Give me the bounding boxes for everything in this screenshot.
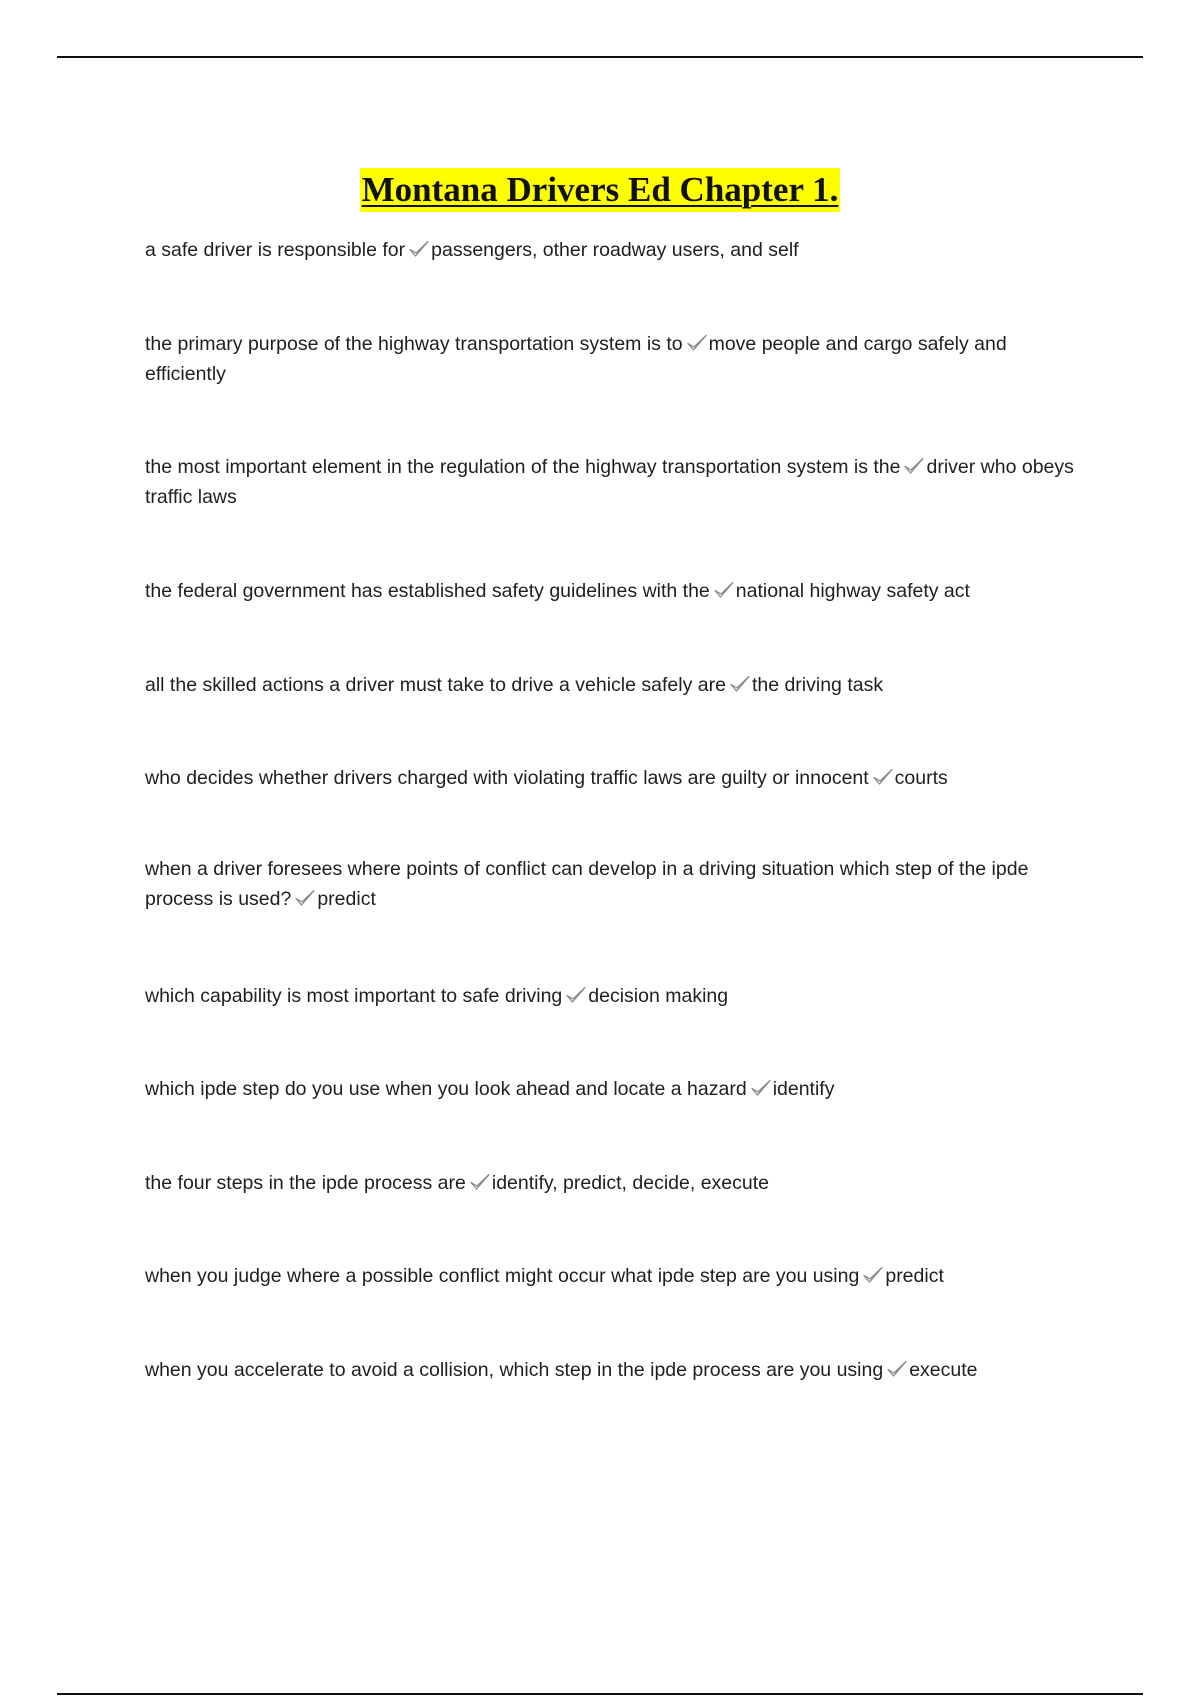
answer-text: identify bbox=[772, 1078, 835, 1100]
question-text: who decides whether drivers charged with violating traffic laws are guilty or innocent bbox=[145, 767, 869, 789]
check-mark-icon bbox=[903, 456, 925, 476]
question-text: when you judge where a possible conflict might occur what ipde step are you using bbox=[145, 1265, 860, 1287]
title-container bbox=[0, 168, 1200, 212]
qa-item-4 bbox=[145, 576, 1085, 606]
question-text: which capability is most important to safe driving bbox=[145, 985, 563, 1007]
check-mark-icon bbox=[750, 1078, 772, 1098]
qa-item-9 bbox=[145, 1074, 1085, 1104]
qa-item-5 bbox=[145, 670, 1085, 700]
check-mark-icon bbox=[469, 1172, 491, 1192]
answer-text: courts bbox=[894, 767, 948, 789]
page-title: Montana Drivers Ed Chapter 1. bbox=[360, 168, 841, 212]
answer-text: predict bbox=[317, 888, 376, 910]
answer-text: national highway safety act bbox=[735, 580, 970, 602]
question-text: when a driver foresees where points of conflict can develop in a driving situation which step of the ipde process is used? bbox=[145, 858, 1029, 910]
answer-text: predict bbox=[885, 1265, 944, 1287]
check-mark-icon bbox=[729, 674, 751, 694]
answer-text: execute bbox=[909, 1359, 978, 1381]
answer-text: driver who obeys traffic laws bbox=[145, 456, 1074, 508]
qa-item-12 bbox=[145, 1355, 1085, 1385]
check-mark-icon bbox=[686, 333, 708, 353]
check-mark-icon bbox=[408, 239, 430, 259]
qa-item-2 bbox=[145, 329, 1085, 389]
question-text: a safe driver is responsible for bbox=[145, 239, 406, 261]
check-mark-icon bbox=[862, 1265, 884, 1285]
answer-text: decision making bbox=[588, 985, 729, 1007]
question-text: which ipde step do you use when you look ahead and locate a hazard bbox=[145, 1078, 747, 1100]
qa-item-10 bbox=[145, 1168, 1085, 1198]
question-text: the primary purpose of the highway transportation system is to bbox=[145, 333, 683, 355]
question-text: all the skilled actions a driver must take to drive a vehicle safely are bbox=[145, 674, 726, 696]
question-text: the four steps in the ipde process are bbox=[145, 1172, 466, 1194]
question-text: the federal government has established safety guidelines with the bbox=[145, 580, 710, 602]
bottom-rule bbox=[57, 1693, 1143, 1695]
answer-text: move people and cargo safely and efficiently bbox=[145, 333, 1007, 385]
qa-item-7 bbox=[145, 854, 1085, 914]
check-mark-icon bbox=[872, 767, 894, 787]
check-mark-icon bbox=[886, 1359, 908, 1379]
qa-item-11 bbox=[145, 1261, 1085, 1291]
check-mark-icon bbox=[294, 888, 316, 908]
check-mark-icon bbox=[713, 580, 735, 600]
question-text: the most important element in the regulation of the highway transportation system is the bbox=[145, 456, 901, 478]
answer-text: identify, predict, decide, execute bbox=[491, 1172, 769, 1194]
qa-item-6 bbox=[145, 763, 1085, 793]
question-text: when you accelerate to avoid a collision, which step in the ipde process are you using bbox=[145, 1359, 884, 1381]
qa-item-3 bbox=[145, 452, 1085, 512]
answer-text: passengers, other roadway users, and self bbox=[431, 239, 799, 261]
top-rule bbox=[57, 56, 1143, 58]
check-mark-icon bbox=[565, 985, 587, 1005]
answer-text: the driving task bbox=[751, 674, 884, 696]
qa-item-8 bbox=[145, 981, 1085, 1011]
qa-item-1 bbox=[145, 235, 1085, 265]
